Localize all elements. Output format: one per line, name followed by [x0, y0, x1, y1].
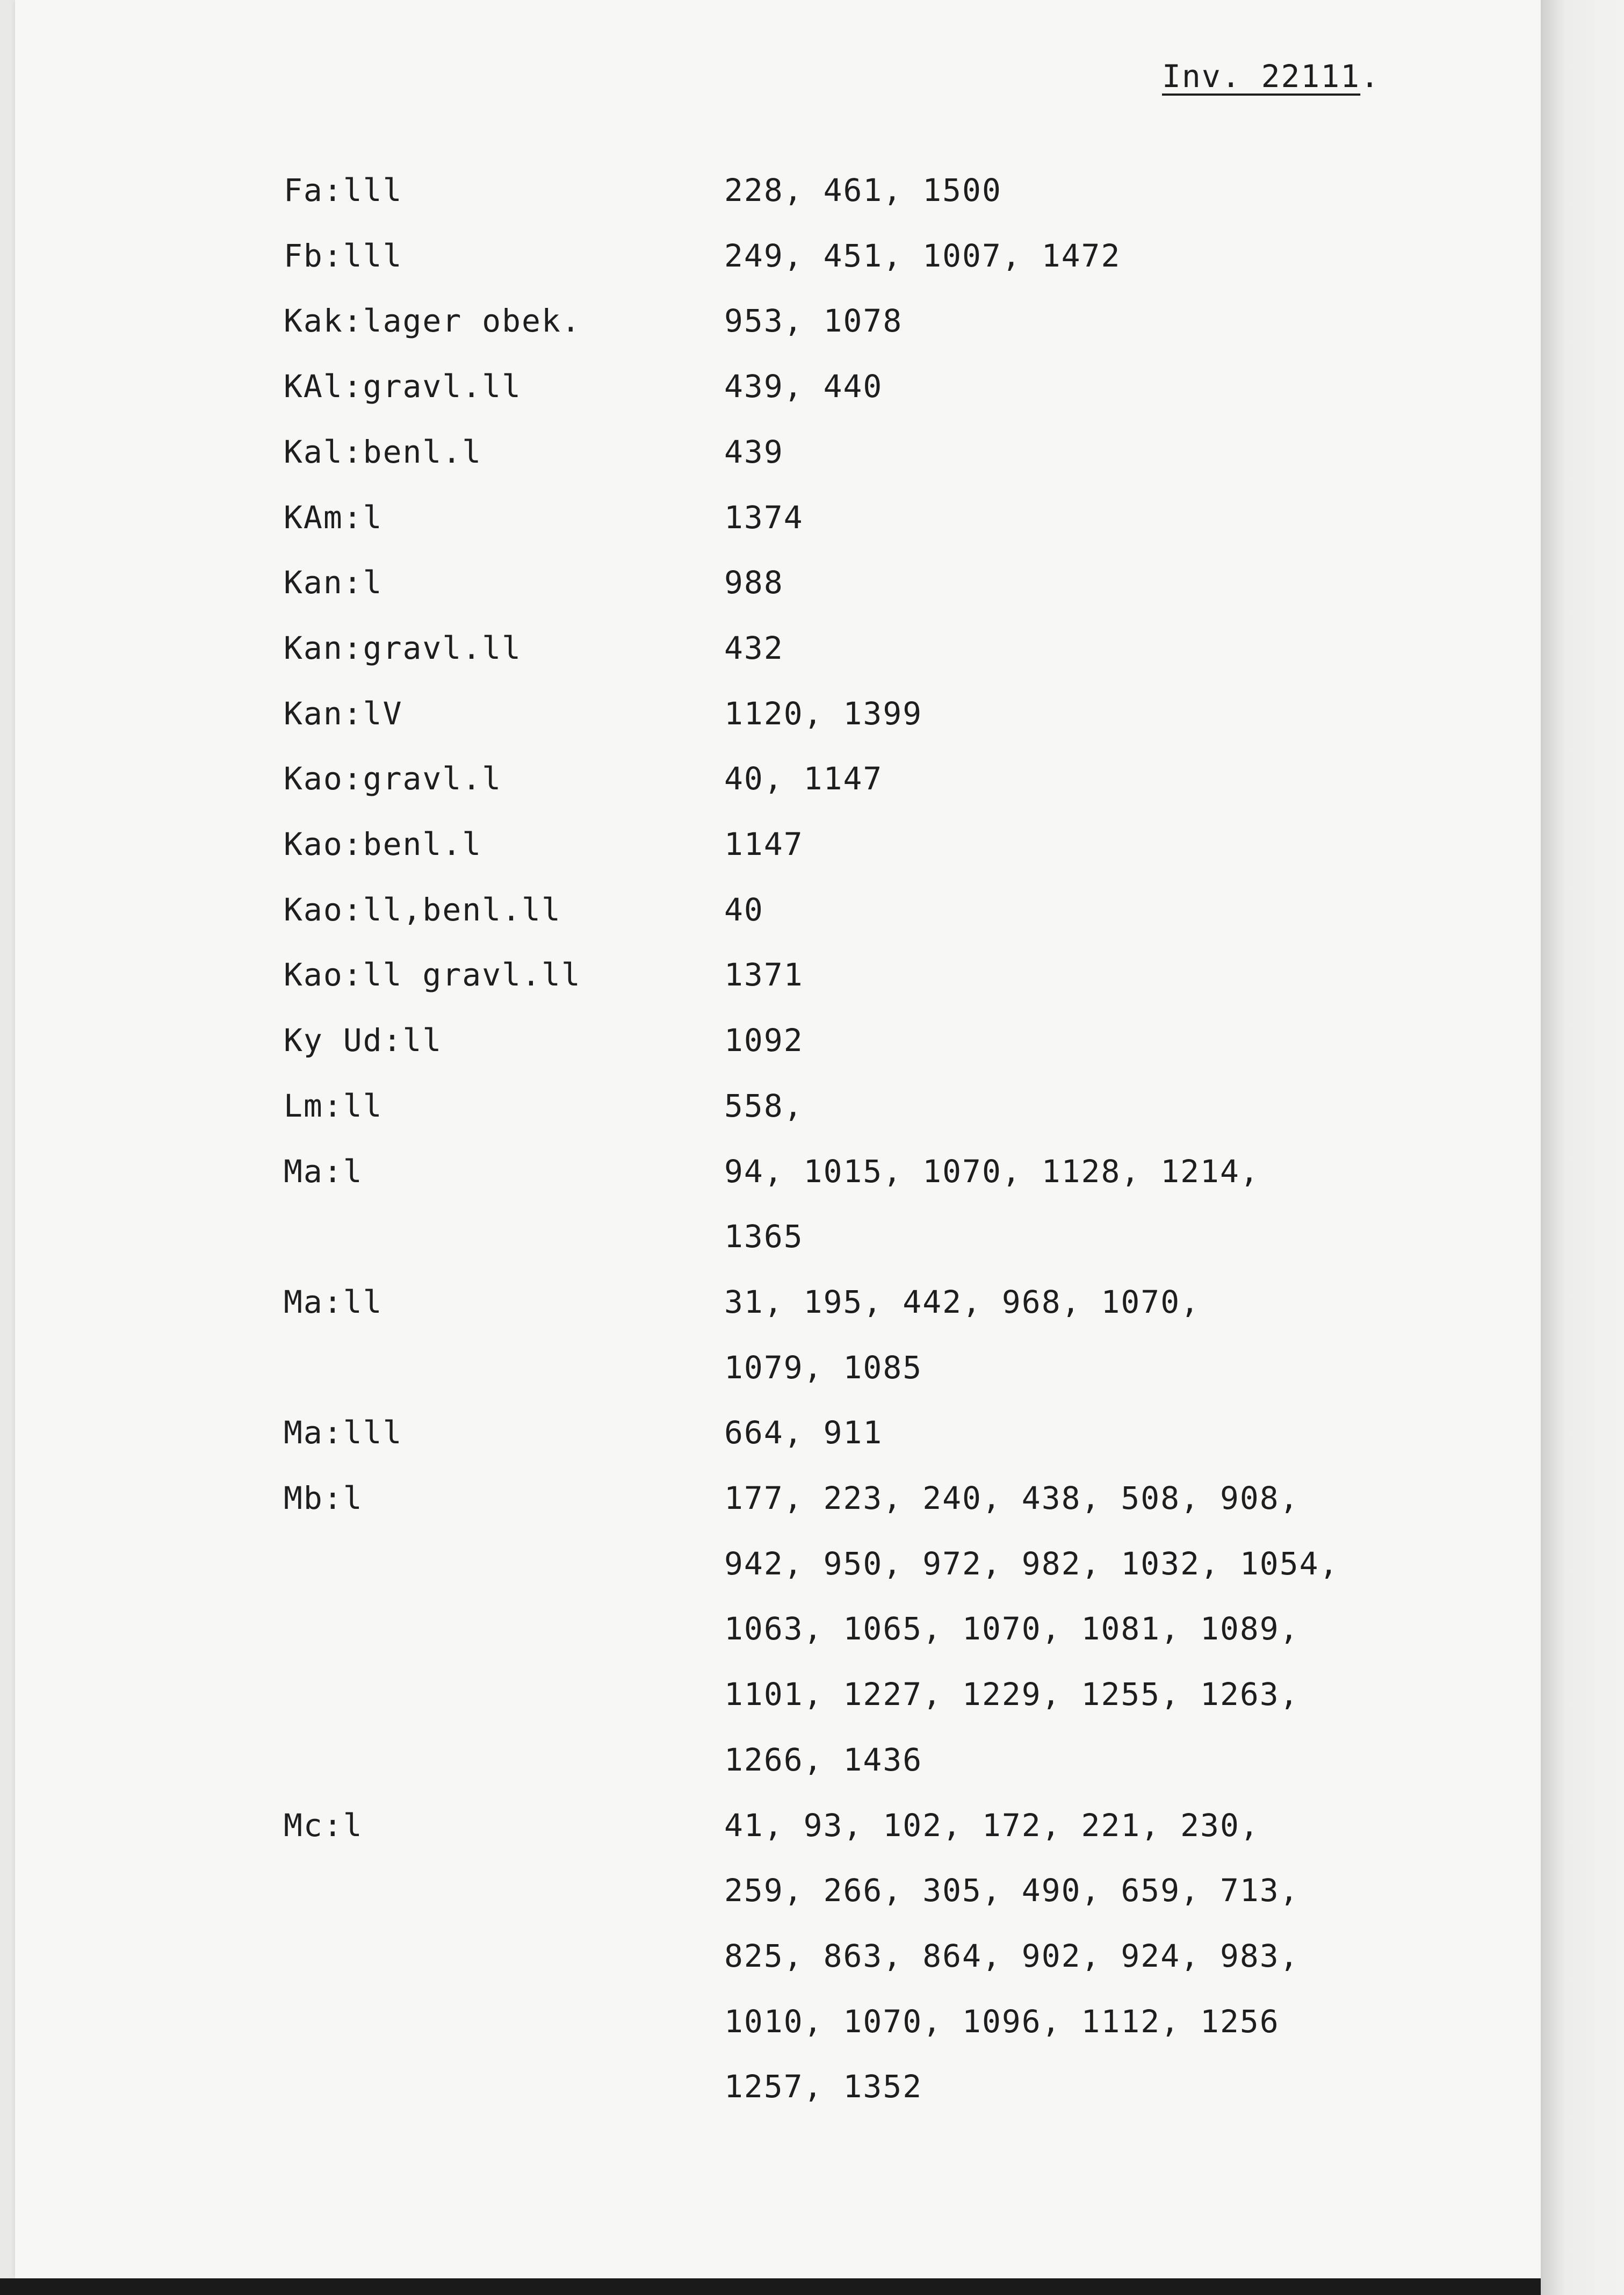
row-value: 439	[724, 433, 784, 470]
row-key: Kan:lV	[284, 695, 403, 732]
row-value: 1101, 1227, 1229, 1255, 1263,	[724, 1676, 1300, 1713]
index-row	[15, 1022, 1541, 1088]
row-value: 31, 195, 442, 968, 1070,	[724, 1283, 1201, 1320]
row-value: 1147	[724, 826, 804, 862]
index-row	[15, 1284, 1541, 1349]
index-row	[15, 1872, 1541, 1938]
row-value: 228, 461, 1500	[724, 172, 1002, 208]
index-row	[15, 2003, 1541, 2069]
row-key: Kan:l	[284, 564, 383, 601]
index-row	[15, 499, 1541, 565]
row-value: 558,	[724, 1087, 804, 1124]
row-key: Ma:ll	[284, 1283, 383, 1320]
row-key: Kao:benl.l	[284, 826, 482, 862]
index-row	[15, 826, 1541, 891]
index-row	[15, 1676, 1541, 1742]
row-key: Fa:lll	[284, 172, 403, 208]
index-row	[15, 695, 1541, 761]
index-row	[15, 760, 1541, 826]
row-key: Ma:l	[284, 1153, 363, 1190]
row-key: Mb:l	[284, 1480, 363, 1516]
row-key: Kak:lager obek.	[284, 303, 581, 340]
index-row	[15, 956, 1541, 1022]
index-row	[15, 303, 1541, 368]
inventory-number-suffix: .	[1360, 58, 1381, 95]
index-row	[15, 1153, 1541, 1219]
index-row	[15, 368, 1541, 434]
row-key: KAl:gravl.ll	[284, 368, 522, 405]
row-key: Kao:ll,benl.ll	[284, 891, 561, 928]
index-row	[15, 1545, 1541, 1611]
index-row	[15, 1807, 1541, 1873]
row-value: 1257, 1352	[724, 2068, 923, 2105]
row-value: 259, 266, 305, 490, 659, 713,	[724, 1872, 1300, 1909]
row-value: 1092	[724, 1022, 804, 1059]
scan-border	[0, 2278, 1541, 2295]
row-value: 1079, 1085	[724, 1349, 923, 1386]
row-value: 1365	[724, 1218, 804, 1255]
index-row	[15, 891, 1541, 957]
row-key: Ma:lll	[284, 1414, 403, 1451]
row-key: KAm:l	[284, 499, 383, 536]
index-row	[15, 1088, 1541, 1153]
row-value: 1374	[724, 499, 804, 536]
row-key: Kao:gravl.l	[284, 760, 502, 797]
row-value: 439, 440	[724, 368, 883, 405]
document-page	[15, 0, 1541, 2278]
row-value: 942, 950, 972, 982, 1032, 1054,	[724, 1545, 1339, 1582]
row-key: Kan:gravl.ll	[284, 629, 522, 666]
row-value: 1120, 1399	[724, 695, 923, 732]
row-value: 94, 1015, 1070, 1128, 1214,	[724, 1153, 1260, 1190]
index-row	[15, 434, 1541, 499]
index-row	[15, 630, 1541, 695]
row-value: 177, 223, 240, 438, 508, 908,	[724, 1480, 1300, 1516]
index-row	[15, 172, 1541, 238]
inventory-number-text: Inv. 22111	[1162, 58, 1361, 95]
inventory-number	[1162, 58, 1380, 95]
index-row	[15, 1480, 1541, 1545]
row-value: 432	[724, 629, 784, 666]
row-value: 40	[724, 891, 764, 928]
row-value: 40, 1147	[724, 760, 883, 797]
row-key: Ky Ud:ll	[284, 1022, 443, 1059]
row-key: Lm:ll	[284, 1087, 383, 1124]
row-key: Fb:lll	[284, 237, 403, 274]
index-row	[15, 1218, 1541, 1284]
row-value: 664, 911	[724, 1414, 883, 1451]
index-row	[15, 238, 1541, 303]
index-row	[15, 1610, 1541, 1676]
row-value: 1371	[724, 956, 804, 994]
index-row	[15, 2068, 1541, 2134]
row-value: 988	[724, 564, 784, 601]
row-value: 1266, 1436	[724, 1741, 923, 1778]
page-edge	[1541, 0, 1624, 2295]
index-row	[15, 1742, 1541, 1807]
row-key: Kao:ll gravl.ll	[284, 956, 581, 994]
row-value: 1063, 1065, 1070, 1081, 1089,	[724, 1610, 1300, 1647]
row-value: 41, 93, 102, 172, 221, 230,	[724, 1807, 1260, 1844]
row-value: 1010, 1070, 1096, 1112, 1256	[724, 2003, 1280, 2040]
row-value: 953, 1078	[724, 303, 903, 340]
row-value: 249, 451, 1007, 1472	[724, 237, 1121, 274]
index-row	[15, 1938, 1541, 2003]
index-row	[15, 1414, 1541, 1480]
row-key: Mc:l	[284, 1807, 363, 1844]
row-key: Kal:benl.l	[284, 433, 482, 470]
index-row	[15, 564, 1541, 630]
index-row	[15, 1349, 1541, 1415]
row-value: 825, 863, 864, 902, 924, 983,	[724, 1937, 1300, 1974]
